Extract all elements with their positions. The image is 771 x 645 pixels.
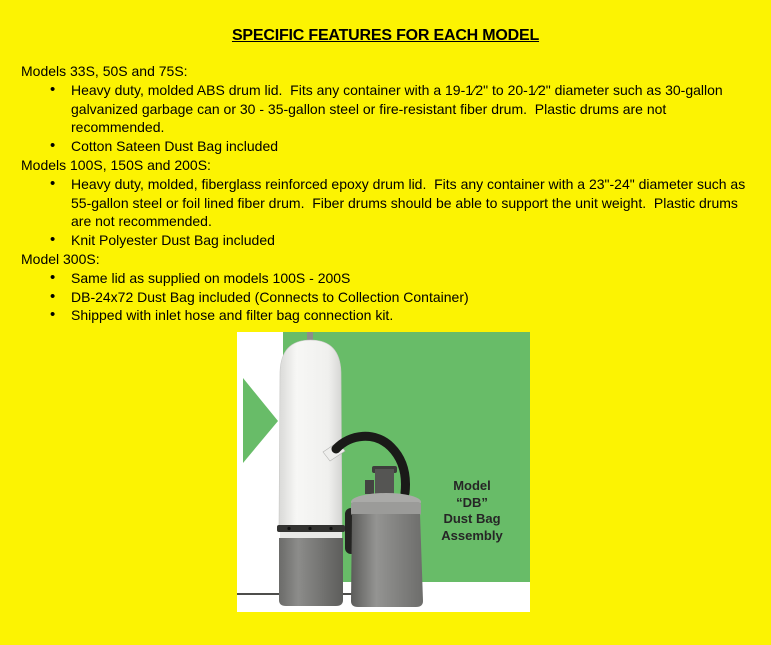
- arrow-triangle-icon: [243, 378, 278, 463]
- caption-line: Assembly: [441, 527, 503, 543]
- features-list: [21, 62, 749, 325]
- canister-fitting: [365, 480, 374, 494]
- caption-line: Dust Bag: [443, 511, 501, 526]
- list-item: [21, 81, 749, 137]
- section-models-33s-50s-75s: [21, 62, 749, 156]
- list-item: [21, 306, 749, 325]
- section-heading: Models 33S, 50S and 75S:: [21, 63, 188, 79]
- photo-caption: [426, 478, 518, 544]
- list-item: [21, 288, 749, 307]
- list-item: [21, 175, 749, 231]
- bullet-text: Heavy duty, molded ABS drum lid. Fits any container with a 19-1⁄2" to 20-1⁄2" diameter such as 30-gallon galvanized garbage can or 30 - 35-gallon steel or fire-resistant fiber drum. Plastic drums are not recommended.: [71, 81, 727, 136]
- bag-skirt: [280, 532, 342, 538]
- collection-drum: [279, 538, 343, 606]
- section-heading: Models 100S, 150S and 200S:: [21, 156, 211, 173]
- bullet-list: [21, 175, 749, 250]
- bullet-text: DB-24x72 Dust Bag included (Connects to Collection Container): [71, 288, 469, 305]
- section-heading: Model 300S:: [21, 250, 100, 267]
- clamp-bolt: [329, 527, 332, 530]
- section-models-100s-150s-200s: [21, 156, 749, 250]
- section-model-300s: [21, 250, 749, 325]
- bullet-list: [21, 269, 749, 325]
- list-item: [21, 231, 749, 250]
- page-title: SPECIFIC FEATURES FOR EACH MODEL: [231, 27, 540, 44]
- caption-line: Model: [453, 478, 491, 493]
- bullet-text: Shipped with inlet hose and filter bag connection kit.: [71, 307, 394, 324]
- bullet-text: Knit Polyester Dust Bag included: [71, 232, 275, 249]
- clamp-bolt: [308, 527, 311, 530]
- list-item: [21, 137, 749, 156]
- collection-canister: [351, 514, 423, 607]
- clamp-bolt: [287, 527, 290, 530]
- filter-bag: [279, 340, 342, 526]
- product-photo: [237, 332, 530, 612]
- bullet-list: [21, 81, 749, 156]
- bullet-text: Same lid as supplied on models 100S - 200S: [71, 269, 351, 286]
- canister-lid-band: [351, 502, 421, 516]
- bullet-text: Heavy duty, molded, fiberglass reinforced epoxy drum lid. Fits any container with a 23"-24" diameter such as 55-gallon steel or foil lined fiber drum. Fiber drums should be able to support the unit weight. Plastic drums are not recommended.: [71, 175, 750, 230]
- caption-line: “DB”: [456, 494, 488, 510]
- dust-collector-illustration: [237, 332, 530, 612]
- bullet-text: Cotton Sateen Dust Bag included: [71, 138, 279, 155]
- list-item: [21, 269, 749, 288]
